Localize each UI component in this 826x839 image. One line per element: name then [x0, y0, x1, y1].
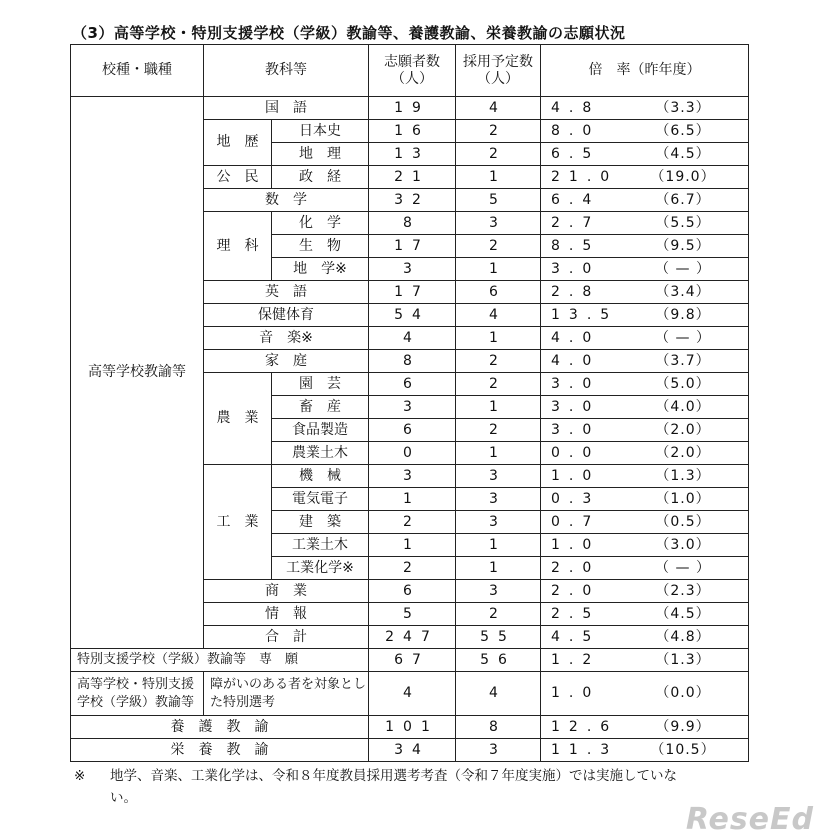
planned-cell: 2	[456, 143, 541, 166]
rate-cell	[541, 511, 749, 534]
rate-cell	[541, 120, 749, 143]
planned-cell: 2	[456, 419, 541, 442]
rate-value: 8.0	[551, 122, 601, 139]
applicants-cell: 1	[369, 488, 456, 511]
table-row	[71, 97, 749, 120]
prev-rate: （1.3）	[655, 651, 711, 668]
rate-cell	[541, 189, 749, 212]
category-eiyou: 栄 養 教 諭	[71, 739, 369, 762]
rate-cell	[541, 281, 749, 304]
rate-cell	[541, 580, 749, 603]
prev-rate: （9.8）	[655, 306, 711, 323]
rate-cell	[541, 373, 749, 396]
rate-value: 6.5	[551, 145, 601, 162]
prev-rate: （3.4）	[655, 283, 711, 300]
planned-cell: 3	[456, 580, 541, 603]
rate-cell	[541, 603, 749, 626]
applicants-cell: 8	[369, 212, 456, 235]
rate-value: 11.3	[551, 741, 619, 758]
rate-cell	[541, 419, 749, 442]
rate-value: 1.0	[551, 685, 601, 702]
prev-rate: （2.0）	[655, 421, 711, 438]
prev-rate: （ — ）	[655, 329, 711, 346]
rate-value: 2.7	[551, 214, 601, 231]
applicants-cell: 6	[369, 580, 456, 603]
prev-rate: （1.0）	[655, 490, 711, 507]
rate-value: 2.5	[551, 605, 601, 622]
prev-rate: （ — ）	[655, 559, 711, 576]
planned-cell: 8	[456, 716, 541, 739]
subject-cell: 地 学※	[272, 258, 369, 281]
rate-cell	[541, 97, 749, 120]
rate-cell	[541, 442, 749, 465]
subject-cell: 食品製造	[272, 419, 369, 442]
table-row	[71, 716, 749, 739]
planned-cell: 3	[456, 465, 541, 488]
note-line-1: 地学、音楽、工業化学は、令和８年度教員採用選考考査（令和７年度実施）では実施していな	[110, 768, 677, 784]
rate-value: 2.0	[551, 559, 601, 576]
rate-value: 3.0	[551, 375, 601, 392]
planned-cell: 1	[456, 258, 541, 281]
rate-cell	[541, 557, 749, 580]
rate-value: 2.8	[551, 283, 601, 300]
note-line-2: い。	[110, 789, 137, 806]
rate-value: 6.4	[551, 191, 601, 208]
subject-cell: 音 楽※	[204, 327, 369, 350]
header-planned: 採用予定数 （人）	[456, 45, 541, 97]
group-nougyou: 農 業	[204, 373, 272, 465]
rate-value: 4.0	[551, 352, 601, 369]
rate-cell	[541, 534, 749, 557]
group-chireki: 地 歴	[204, 120, 272, 166]
rate-cell	[541, 235, 749, 258]
note-mark: ※	[74, 768, 86, 784]
subject-cell: 英 語	[204, 281, 369, 304]
rate-cell	[541, 212, 749, 235]
prev-rate: （0.0）	[655, 685, 711, 702]
applicants-cell: 17	[369, 281, 456, 304]
planned-cell: 2	[456, 350, 541, 373]
planned-cell: 1	[456, 327, 541, 350]
subject-cell: 工業土木	[272, 534, 369, 557]
subject-cell: 保健体育	[204, 304, 369, 327]
category-koutoku: 高等学校・特別支援学校（学級）教諭等	[71, 672, 204, 716]
applicants-cell: 54	[369, 304, 456, 327]
rate-value: 4.8	[551, 99, 601, 116]
applicants-cell: 19	[369, 97, 456, 120]
planned-cell: 4	[456, 304, 541, 327]
planned-cell: 2	[456, 373, 541, 396]
prev-rate: （1.3）	[655, 467, 711, 484]
subject-cell: 合 計	[204, 626, 369, 649]
applicants-cell: 247	[369, 626, 456, 649]
applicants-cell: 3	[369, 396, 456, 419]
planned-cell: 4	[456, 97, 541, 120]
subject-cell: 日本史	[272, 120, 369, 143]
special-selection: 障がいのある者を対象とした特別選考	[204, 672, 369, 716]
prev-rate: （3.7）	[655, 352, 711, 369]
rate-cell	[541, 465, 749, 488]
applicants-cell: 2	[369, 557, 456, 580]
planned-cell: 3	[456, 488, 541, 511]
applicants-cell: 32	[369, 189, 456, 212]
applicants-cell: 21	[369, 166, 456, 189]
rate-value: 3.0	[551, 421, 601, 438]
rate-cell	[541, 327, 749, 350]
applicants-cell: 6	[369, 373, 456, 396]
subject-cell: 農業土木	[272, 442, 369, 465]
prev-rate: （4.0）	[655, 398, 711, 415]
rate-cell	[541, 143, 749, 166]
applicants-cell: 4	[369, 672, 456, 716]
applicants-cell: 13	[369, 143, 456, 166]
prev-rate: （6.7）	[655, 191, 711, 208]
rate-cell	[541, 166, 749, 189]
rate-value: 4.0	[551, 329, 601, 346]
group-kougyou: 工 業	[204, 465, 272, 580]
subject-cell: 電気電子	[272, 488, 369, 511]
applicants-cell: 5	[369, 603, 456, 626]
applicants-cell: 8	[369, 350, 456, 373]
subject-cell: 家 庭	[204, 350, 369, 373]
table-row	[71, 672, 749, 716]
planned-cell: 2	[456, 120, 541, 143]
rate-value: 1.0	[551, 536, 601, 553]
planned-cell: 1	[456, 557, 541, 580]
planned-cell: 2	[456, 603, 541, 626]
planned-cell: 6	[456, 281, 541, 304]
prev-rate: （3.3）	[655, 99, 711, 116]
subject-cell: 生 物	[272, 235, 369, 258]
watermark-logo: ReseEd	[685, 802, 814, 837]
rate-cell	[541, 258, 749, 281]
planned-cell: 56	[456, 649, 541, 672]
prev-rate: （4.5）	[655, 605, 711, 622]
planned-cell: 4	[456, 672, 541, 716]
subject-cell: 建 築	[272, 511, 369, 534]
rate-cell	[541, 672, 749, 716]
subject-cell: 地 理	[272, 143, 369, 166]
header-applicants: 志願者数 （人）	[369, 45, 456, 97]
applicants-cell: 16	[369, 120, 456, 143]
applicants-cell: 2	[369, 511, 456, 534]
applicants-cell: 34	[369, 739, 456, 762]
rate-cell	[541, 626, 749, 649]
subject-cell: 情 報	[204, 603, 369, 626]
rate-value: 8.5	[551, 237, 601, 254]
rate-value: 2.0	[551, 582, 601, 599]
header-subject: 教科等	[204, 45, 369, 97]
subject-cell: 政 経	[272, 166, 369, 189]
header-kind: 校種・職種	[71, 45, 204, 97]
planned-cell: 1	[456, 442, 541, 465]
planned-cell: 3	[456, 739, 541, 762]
planned-cell: 2	[456, 235, 541, 258]
group-rika: 理 科	[204, 212, 272, 281]
prev-rate: （9.5）	[655, 237, 711, 254]
subject-cell: 数 学	[204, 189, 369, 212]
subject-cell: 国 語	[204, 97, 369, 120]
subject-cell: 商 業	[204, 580, 369, 603]
rate-cell	[541, 716, 749, 739]
prev-rate: （0.5）	[655, 513, 711, 530]
footnote	[74, 766, 774, 809]
rate-value: 0.0	[551, 444, 601, 461]
rate-cell	[541, 304, 749, 327]
planned-cell: 55	[456, 626, 541, 649]
prev-rate: （5.5）	[655, 214, 711, 231]
prev-rate: （9.9）	[655, 718, 711, 735]
header-rate: 倍 率（昨年度）	[541, 45, 749, 97]
subject-cell: 化 学	[272, 212, 369, 235]
applicant-status-table	[70, 44, 749, 762]
category-yougo: 養 護 教 諭	[71, 716, 369, 739]
rate-value: 12.6	[551, 718, 619, 735]
planned-cell: 3	[456, 212, 541, 235]
prev-rate: （ — ）	[655, 260, 711, 277]
prev-rate: （4.5）	[655, 145, 711, 162]
planned-cell: 1	[456, 166, 541, 189]
rate-cell	[541, 396, 749, 419]
planned-cell: 3	[456, 511, 541, 534]
applicants-cell: 6	[369, 419, 456, 442]
applicants-cell: 4	[369, 327, 456, 350]
group-koumin: 公 民	[204, 166, 272, 189]
rate-value: 0.3	[551, 490, 601, 507]
page-title: （3）高等学校・特別支援学校（学級）教諭等、養護教諭、栄養教諭の志願状況	[72, 24, 626, 42]
rate-cell	[541, 739, 749, 762]
prev-rate: （3.0）	[655, 536, 711, 553]
rate-value: 3.0	[551, 398, 601, 415]
planned-cell: 1	[456, 396, 541, 419]
rate-value: 4.5	[551, 628, 601, 645]
prev-rate: （4.8）	[655, 628, 711, 645]
planned-cell: 1	[456, 534, 541, 557]
planned-cell: 5	[456, 189, 541, 212]
prev-rate: （2.0）	[655, 444, 711, 461]
applicants-cell: 3	[369, 258, 456, 281]
subject-cell: 機 械	[272, 465, 369, 488]
applicants-cell: 101	[369, 716, 456, 739]
applicants-cell: 67	[369, 649, 456, 672]
rate-value: 0.7	[551, 513, 601, 530]
applicants-cell: 3	[369, 465, 456, 488]
rate-value: 13.5	[551, 306, 619, 323]
applicants-cell: 1	[369, 534, 456, 557]
rate-value: 1.0	[551, 467, 601, 484]
category-tokubetsu: 特別支援学校（学級）教諭等 専 願	[71, 649, 369, 672]
subject-cell: 工業化学※	[272, 557, 369, 580]
prev-rate: （10.5）	[650, 741, 716, 758]
prev-rate: （19.0）	[650, 168, 716, 185]
rate-value: 3.0	[551, 260, 601, 277]
rate-cell	[541, 649, 749, 672]
table-header-row	[71, 45, 749, 97]
subject-cell: 園 芸	[272, 373, 369, 396]
rate-cell	[541, 488, 749, 511]
subject-cell: 畜 産	[272, 396, 369, 419]
rate-value: 21.0	[551, 168, 619, 185]
table-row	[71, 649, 749, 672]
prev-rate: （5.0）	[655, 375, 711, 392]
rate-value: 1.2	[551, 651, 601, 668]
category-koukou: 高等学校教諭等	[71, 97, 204, 649]
prev-rate: （6.5）	[655, 122, 711, 139]
prev-rate: （2.3）	[655, 582, 711, 599]
rate-cell	[541, 350, 749, 373]
applicants-cell: 17	[369, 235, 456, 258]
table-row	[71, 739, 749, 762]
applicants-cell: 0	[369, 442, 456, 465]
